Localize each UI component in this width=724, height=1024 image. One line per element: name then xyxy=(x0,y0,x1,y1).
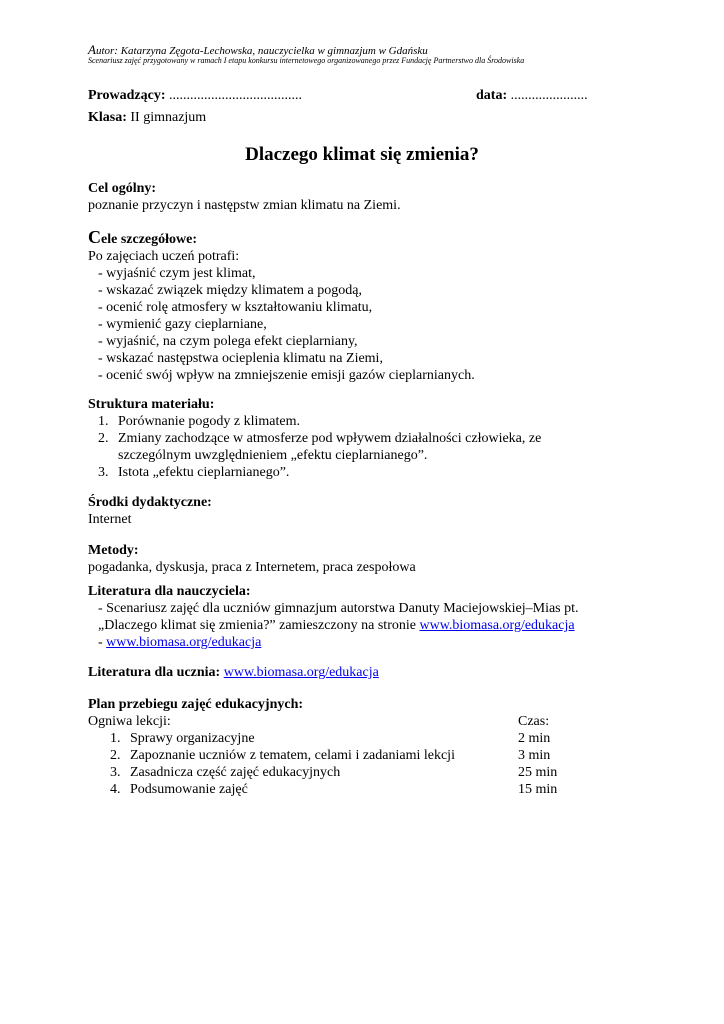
prowadzacy-label: Prowadzący: xyxy=(88,88,166,103)
detailed-goals-section xyxy=(88,229,475,384)
item-text: Istota „efektu cieplarnianego”. xyxy=(118,465,290,480)
row-stage: Podsumowanie zajęć xyxy=(130,782,248,797)
item-number: 3. xyxy=(98,465,109,480)
table-row xyxy=(88,747,648,764)
author-initial: A xyxy=(88,42,96,57)
biomasa-link[interactable]: www.biomasa.org/edukacja xyxy=(223,665,379,680)
list-item: - wymienić gazy cieplarniane, xyxy=(98,317,267,332)
table-row xyxy=(88,781,648,798)
item-number: 2. xyxy=(98,431,109,446)
row-number: 3. xyxy=(110,765,121,780)
teacher-literature-dash: - xyxy=(98,635,107,650)
date-field xyxy=(476,88,588,104)
material-structure-heading: Struktura materiału: xyxy=(88,397,215,412)
general-goal-section xyxy=(88,180,401,214)
teaching-aids-text: Internet xyxy=(88,512,132,527)
teacher-literature-line: - Scenariusz zajęć dla uczniów gimnazjum autorstwa Danuty Maciejowskiej–Mias pt. xyxy=(98,601,579,616)
general-goal-text: poznanie przyczyn i następstw zmian klimatu na Ziemi. xyxy=(88,198,401,213)
list-item xyxy=(88,430,608,464)
row-time: 2 min xyxy=(518,731,551,746)
class-line xyxy=(88,110,206,126)
detailed-goals-heading-text: ele szczegółowe: xyxy=(101,232,197,247)
page-title: Dlaczego klimat się zmienia? xyxy=(245,144,479,165)
list-item: - wyjaśnić, na czym polega efekt cieplarniany, xyxy=(98,334,358,349)
row-stage: Sprawy organizacyjne xyxy=(130,731,255,746)
student-literature-section xyxy=(88,664,379,681)
detailed-goals-heading xyxy=(88,229,475,248)
teacher-literature-line xyxy=(88,617,579,634)
meta-row xyxy=(88,88,608,104)
lesson-plan-col-time: Czas: xyxy=(518,714,550,729)
lesson-plan-header-row xyxy=(88,713,648,730)
author-text: utor: Katarzyna Zęgota-Lechowska, nauczycielka w gimnazjum w Gdańsku xyxy=(95,45,428,57)
row-time: 3 min xyxy=(518,748,551,763)
lesson-plan-heading: Plan przebiegu zajęć edukacyjnych: xyxy=(88,697,304,712)
class-value: II gimnazjum xyxy=(126,110,207,125)
student-literature-heading: Literatura dla ucznia: xyxy=(88,665,221,680)
lesson-plan-col-stages: Ogniwa lekcji: xyxy=(88,714,171,729)
teaching-aids-heading: Środki dydaktyczne: xyxy=(88,495,212,510)
row-time: 15 min xyxy=(518,782,558,797)
row-number: 1. xyxy=(110,731,121,746)
item-number: 1. xyxy=(98,414,109,429)
row-number: 4. xyxy=(110,782,121,797)
item-text: Zmiany zachodzące w atmosferze pod wpływem działalności człowieka, ze xyxy=(118,431,542,446)
prowadzacy-value: ...................................... xyxy=(165,88,302,103)
list-item: - wskazać następstwa ocieplenia klimatu na Ziemi, xyxy=(98,351,383,366)
class-label: Klasa: xyxy=(88,110,127,125)
lesson-plan-section xyxy=(88,696,648,798)
list-item: - ocenić swój wpływ na zmniejszenie emisji gazów cieplarnianych. xyxy=(98,368,475,383)
detailed-goals-heading-cap: C xyxy=(88,227,101,247)
item-text: Porównanie pogody z klimatem. xyxy=(118,414,300,429)
biomasa-link[interactable]: www.biomasa.org/edukacja xyxy=(419,618,575,633)
general-goal-heading: Cel ogólny: xyxy=(88,181,157,196)
teacher-literature-line xyxy=(88,634,579,651)
methods-heading: Metody: xyxy=(88,543,139,558)
detailed-goals-intro: Po zajęciach uczeń potrafi: xyxy=(88,249,240,264)
scenario-note: Scenariusz zajęć przygotowany w ramach I etapu konkursu internetowego organizowanego przez Fundację Partnerstwo dla Środowiska xyxy=(88,56,525,65)
list-item xyxy=(88,413,608,430)
methods-section xyxy=(88,542,416,576)
item-text-continued: szczególnym uwzględnieniem „efektu cieplarnianego”. xyxy=(118,448,428,463)
table-row xyxy=(88,730,648,747)
list-item xyxy=(88,464,608,481)
list-item: - wyjaśnić czym jest klimat, xyxy=(98,266,256,281)
list-item: - wskazać związek między klimatem a pogodą, xyxy=(98,283,362,298)
teaching-aids-section xyxy=(88,494,212,528)
row-number: 2. xyxy=(110,748,121,763)
date-value: ...................... xyxy=(507,88,588,103)
material-structure-section xyxy=(88,396,608,481)
date-label: data: xyxy=(476,88,508,103)
teacher-literature-text: „Dlaczego klimat się zmienia?” zamieszczony na stronie xyxy=(98,618,420,633)
biomasa-link[interactable]: www.biomasa.org/edukacja xyxy=(106,635,262,650)
row-stage: Zapoznanie uczniów z tematem, celami i zadaniami lekcji xyxy=(130,748,455,763)
methods-text: pogadanka, dyskusja, praca z Internetem, praca zespołowa xyxy=(88,560,416,575)
row-time: 25 min xyxy=(518,765,558,780)
list-item: - ocenić rolę atmosfery w kształtowaniu klimatu, xyxy=(98,300,373,315)
teacher-literature-heading: Literatura dla nauczyciela: xyxy=(88,584,251,599)
row-stage: Zasadnicza część zajęć edukacyjnych xyxy=(130,765,341,780)
table-row xyxy=(88,764,648,781)
teacher-literature-section xyxy=(88,583,579,651)
